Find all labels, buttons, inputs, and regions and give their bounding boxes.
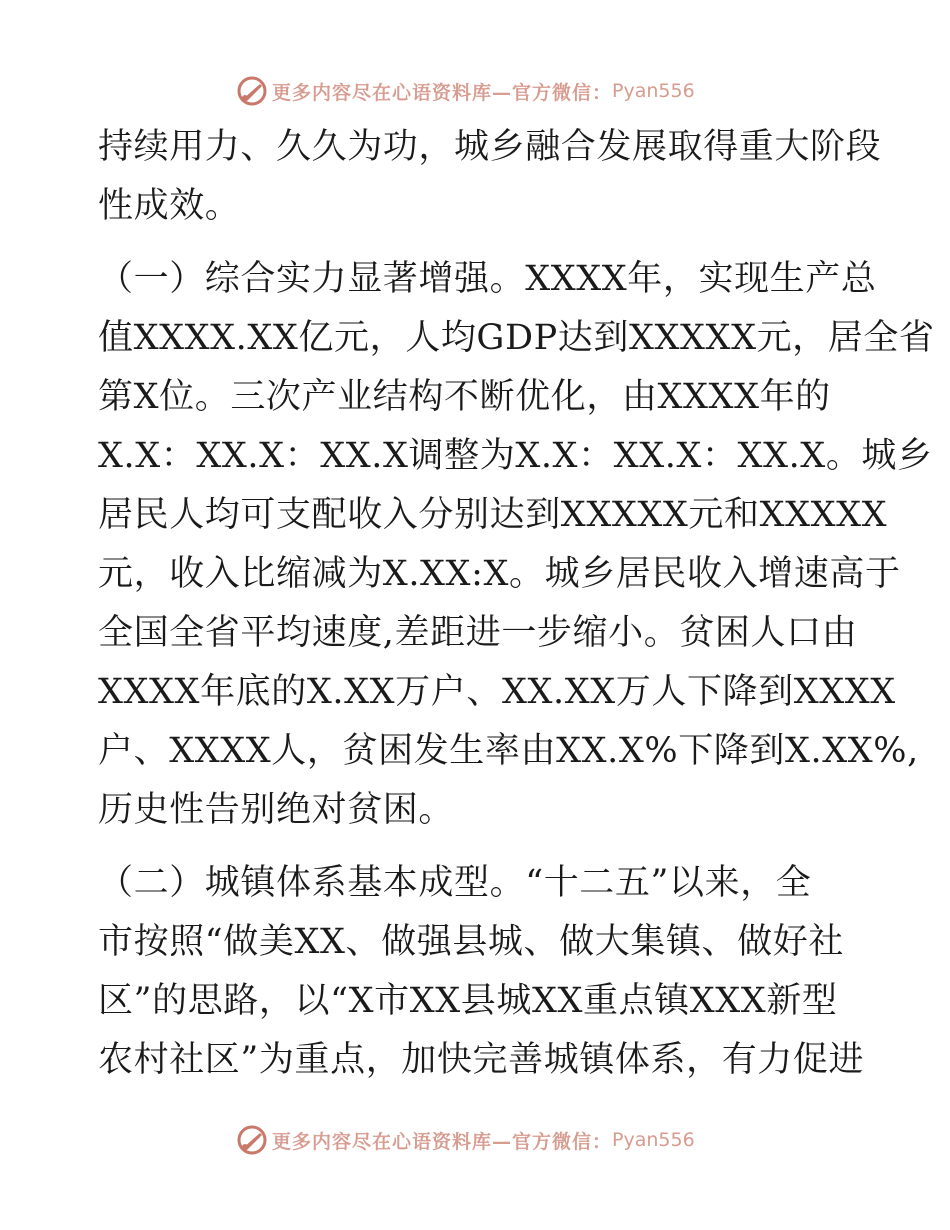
text-line: 区”的思路，以“X市XX县城XX重点镇XXX新型 bbox=[98, 981, 838, 1021]
text-line: （二）城镇体系基本成型。“十二五”以来，全 bbox=[98, 863, 812, 903]
text-line: 市按照“做美XX、做强县城、做大集镇、做好社 bbox=[98, 922, 844, 962]
text-line: 户、XXXX人，贫困发生率由XX.X%下降到X.XX%, bbox=[98, 731, 919, 771]
document-body bbox=[98, 118, 935, 1090]
watermark-footer bbox=[236, 1123, 716, 1157]
text-line: X.X：XX.X：XX.X调整为X.X：XX.X：XX.X。城乡 bbox=[98, 436, 933, 476]
watermark-wechat-id: Pyan556 bbox=[612, 1129, 695, 1151]
text-line: 元，收入比缩减为X.XX:X。城乡居民收入增速高于 bbox=[98, 554, 901, 594]
watermark-text: 更多内容尽在心语资料库—官方微信： bbox=[272, 1130, 613, 1153]
watermark-header bbox=[236, 74, 716, 108]
text-line: 全国全省平均速度,差距进一步缩小。贫困人口由 bbox=[98, 613, 858, 653]
paragraph bbox=[98, 250, 935, 840]
text-line: 持续用力、久久为功，城乡融合发展取得重大阶段 bbox=[98, 127, 882, 167]
text-line: 农村社区”为重点，加快完善城镇体系，有力促进 bbox=[98, 1040, 865, 1080]
text-line: 第X位。三次产业结构不断优化，由XXXX年的 bbox=[98, 377, 831, 417]
text-line: 性成效。 bbox=[98, 186, 241, 226]
text-line: XXXX年底的X.XX万户、XX.XX万人下降到XXXX bbox=[98, 672, 896, 712]
watermark-wechat-id: Pyan556 bbox=[612, 80, 695, 102]
paragraph bbox=[98, 854, 865, 1090]
brush-logo-icon bbox=[236, 1124, 268, 1156]
brush-logo-icon bbox=[236, 75, 268, 107]
paragraph bbox=[98, 118, 882, 236]
text-line: 居民人均可支配收入分别达到XXXXX元和XXXXX bbox=[98, 495, 888, 535]
text-line: 值XXXX.XX亿元，人均GDP达到XXXXX元，居全省 bbox=[98, 318, 935, 358]
watermark-text: 更多内容尽在心语资料库—官方微信： bbox=[272, 81, 613, 104]
text-line: （一）综合实力显著增强。XXXX年，实现生产总 bbox=[98, 259, 877, 299]
text-line: 历史性告别绝对贫困。 bbox=[98, 790, 455, 830]
